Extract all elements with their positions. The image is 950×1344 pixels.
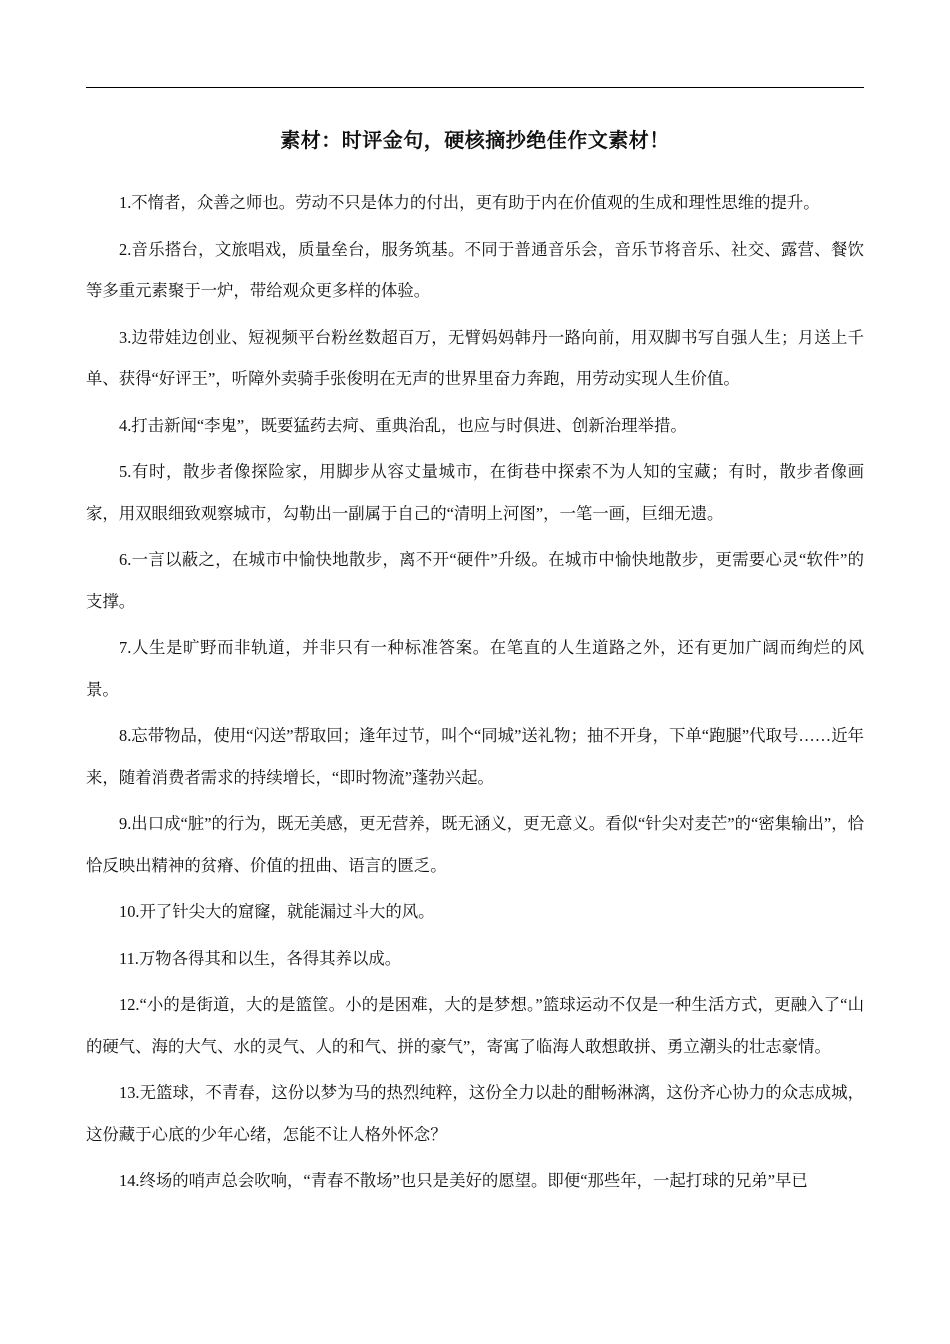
paragraph: 14.终场的哨声总会吹响，“青春不散场”也只是美好的愿望。即便“那些年，一起打球的兄弟”早已 xyxy=(119,1171,808,1190)
page-title: 素材：时评金句，硬核摘抄绝佳作文素材！ xyxy=(280,130,670,152)
paragraph: 4.打击新闻“李鬼”，既要猛药去疴、重典治乱，也应与时俱进、创新治理举措。 xyxy=(119,415,687,435)
paragraph: 11.万物各得其和以生，各得其养以成。 xyxy=(119,948,402,968)
paragraph: 6.一言以蔽之，在城市中愉快地散步，离不开“硬件”升级。在城市中愉快地散步，更需要心灵“软件”的支撑。 xyxy=(86,550,864,611)
paragraph: 9.出口成“脏”的行为，既无美感，更无营养，既无涵义，更无意义。看似“针尖对麦芒”的“密集输出”，恰恰反映出精神的贫瘠、价值的扭曲、语言的匮乏。 xyxy=(86,814,864,875)
paragraph: 7.人生是旷野而非轨道，并非只有一种标准答案。在笔直的人生道路之外，还有更加广阔而绚烂的风景。 xyxy=(86,638,864,699)
document-body xyxy=(86,182,864,1207)
paragraph: 10.开了针尖大的窟窿，就能漏过斗大的风。 xyxy=(119,902,435,921)
paragraph: 2.音乐搭台，文旅唱戏，质量垒台，服务筑基。不同于普通音乐会，音乐节将音乐、社交、露营、餐饮等多重元素聚于一炉，带给观众更多样的体验。 xyxy=(86,239,864,300)
paragraph: 5.有时，散步者像探险家，用脚步从容丈量城市，在街巷中探索不为人知的宝藏；有时，散步者像画家，用双眼细致观察城市，勾勒出一副属于自己的“清明上河图”，一笔一画，巨细无遗。 xyxy=(86,462,864,523)
paragraph: 8.忘带物品，使用“闪送”帮取回；逢年过节，叫个“同城”送礼物；抽不开身，下单“跑腿”代取号……近年来，随着消费者需求的持续增长，“即时物流”蓬勃兴起。 xyxy=(86,726,864,787)
header-rule xyxy=(86,87,864,88)
paragraph: 3.边带娃边创业、短视频平台粉丝数超百万，无臂妈妈韩丹一路向前，用双脚书写自强人生；月送上千单、获得“好评王”，听障外卖骑手张俊明在无声的世界里奋力奔跑，用劳动实现人生价值。 xyxy=(86,327,864,388)
paragraph: 1.不惰者，众善之师也。劳动不只是体力的付出，更有助于内在价值观的生成和理性思维的提升。 xyxy=(119,193,820,212)
paragraph: 12.“小的是街道，大的是篮筐。小的是困难，大的是梦想。”篮球运动不仅是一种生活方式，更融入了“山的硬气、海的大气、水的灵气、人的和气、拼的豪气”，寄寓了临海人敢想敢拼、勇立潮头的壮志豪情。 xyxy=(86,995,864,1056)
paragraph: 13.无篮球，不青春，这份以梦为马的热烈纯粹，这份全力以赴的酣畅淋漓，这份齐心协力的众志成城，这份藏于心底的少年心绪，怎能不让人格外怀念？ xyxy=(86,1083,864,1144)
